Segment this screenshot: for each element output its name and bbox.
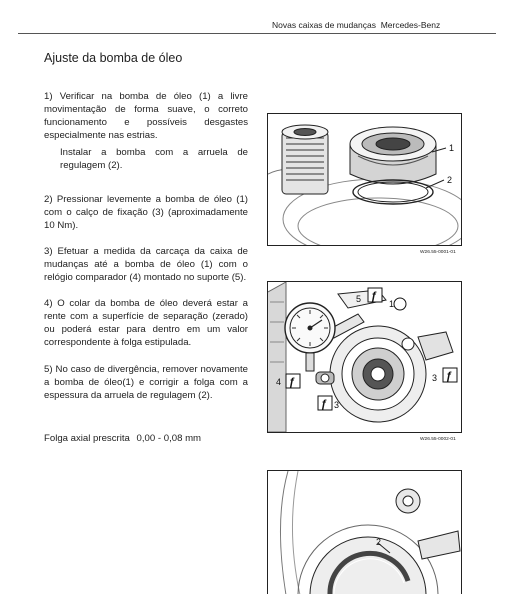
step-4-text: 4) O colar da bomba de óleo deverá estar a rente com a superfície de separação (zerado) ou poderá estar para dentro em um valor correspondente à folga estipulada. [44,298,248,348]
figure-2-callout-5: 5 [356,294,362,304]
step-3-text: 3) Efetuar a medida da carcaça da caixa de mudanças até a bomba de óleo (1) com o relógio comparador (4) montado no suporte (5). [44,246,248,283]
step-1-install-note: Instalar a bomba com a arruela de regulagem (2). [60,147,248,171]
header-brand: Mercedes-Benz [380,20,441,30]
spec-value: 0,00 - 0,08 mm [136,433,202,444]
figure-1-code: W26.55-0001-01 [420,250,456,255]
step-1-text: 1) Verificar na bomba de óleo (1) a livre movimentação de forma suave, o correto funcionamento e possíveis desgastes especialmente nas estrias. [44,91,248,141]
svg-text:ƒ: ƒ [371,290,378,302]
dial-indicator-drawing [268,282,462,433]
spec-label: Folga axial prescrita [44,433,130,444]
figure-2-callout-3-bottom: 3 [334,400,340,410]
figure-3-callout-2: 2 [376,537,382,547]
oil-pump-drawing [268,114,462,246]
page-title: Ajuste da bomba de óleo [44,51,183,65]
figure-adjusting-washer [267,470,462,594]
figure-2-callout-3-right: 3 [432,373,438,383]
figure-2-callout-1: 1 [389,299,395,309]
header-divider [18,33,496,34]
figure-2-code: W26.55-0002-01 [420,437,456,442]
figure-1-callout-1: 1 [449,143,455,153]
step-2-text: 2) Pressionar levemente a bomba de óleo (1) com o calço de fixação (3) (aproximadamente 10 Nm). [44,194,248,231]
figure-2-callout-4: 4 [276,377,282,387]
svg-text:ƒ: ƒ [289,376,296,388]
svg-text:ƒ: ƒ [446,370,453,382]
page-header [272,20,440,30]
step-5-text: 5) No caso de divergência, remover novamente a bomba de óleo(1) e corrigir a folga com a espessura da arruela de regulagem (2). [44,364,248,401]
axial-clearance-spec [44,433,205,444]
header-section: Novas caixas de mudanças [272,20,376,30]
figure-oil-pump-washer [267,113,462,246]
figure-dial-indicator-measurement [267,281,462,433]
figure-1-callout-2: 2 [447,175,453,185]
housing-washer-drawing [268,471,462,594]
svg-text:ƒ: ƒ [321,398,328,410]
